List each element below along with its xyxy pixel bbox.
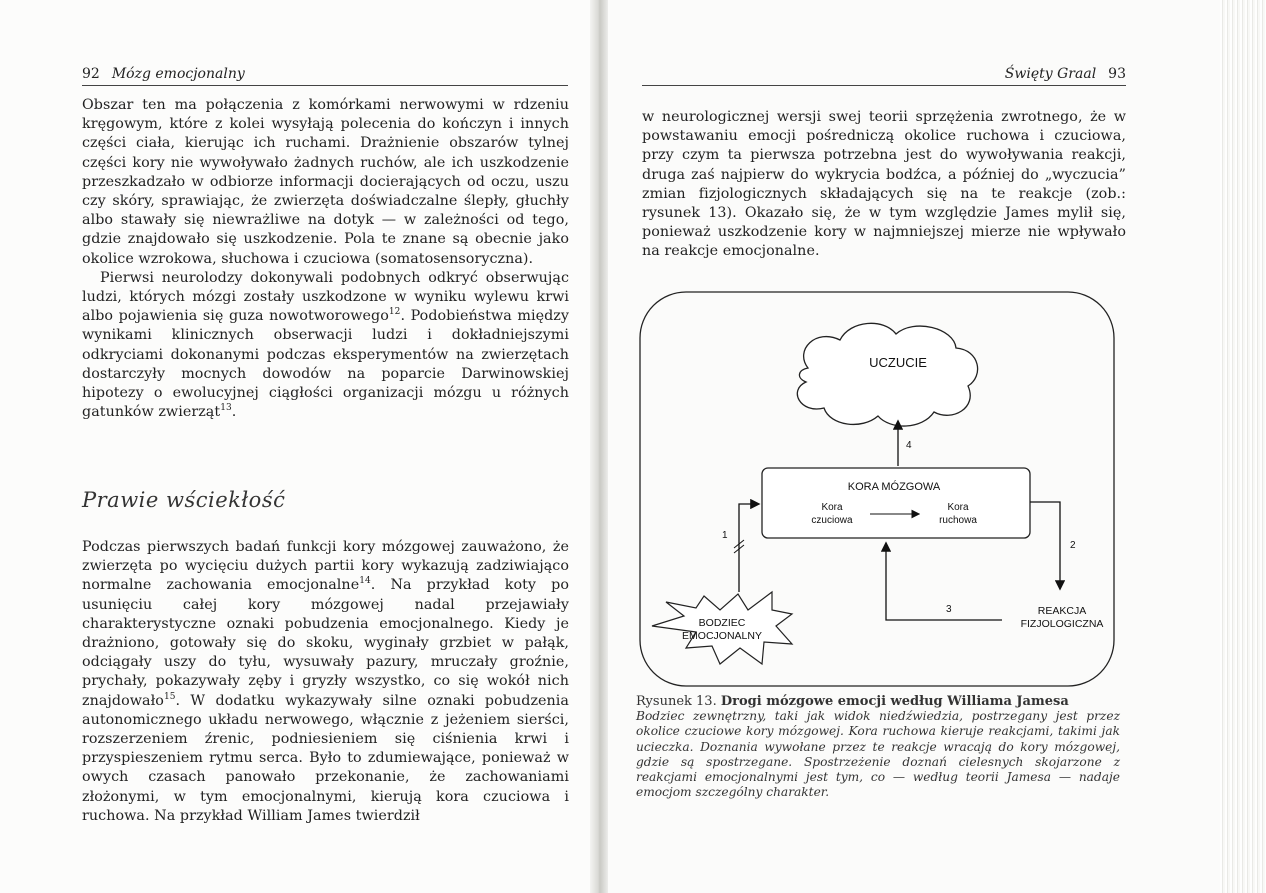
left-page-number: 92 — [82, 66, 100, 82]
path-3-arrow — [886, 544, 1002, 620]
left-paragraph-3-text-a: Podczas pierwszych badań funkcji kory mózgowej zauważono, że zwierzęta po wycięciu dużych partii kory wykazują zadziwiająco normalne zachowania emocjonalne — [82, 539, 569, 594]
left-running-title: Mózg emocjonalny — [111, 66, 245, 82]
caption-title: Drogi mózgowe emocji według Williama Jamesa — [720, 694, 1069, 709]
path-1-arrow — [739, 504, 758, 592]
book-gutter — [590, 0, 608, 893]
reaction-label-1: REAKCJA — [1037, 605, 1087, 617]
right-text-block — [642, 108, 1126, 262]
right-page-number: 93 — [1108, 66, 1126, 82]
left-paragraph-1: Obszar ten ma połączenia z komórkami nerwowymi w rdzeniu kręgowym, które z kolei wysyłają polecenia do kończyn i innych części ciała, kierując ich ruchami. Drażnienie obszarów tylnej części kory nie wywoływało żadnych ruchów, ale ich uszkodzenie przeszkadzało w odbiorze informacji docierających od oczu, uszu czy skóry, sprawiając, że zwierzęta doświadczalne ślepły, głuchły albo stawały się niewrażliwe na dotyk — w zależności od tego, gdzie znajdowało się uszkodzenie. Pola te znane są obecnie jako okolice wzrokowa, słuchowa i czuciowa (somatosensoryczna). — [82, 97, 569, 267]
path-2-label: 2 — [1070, 540, 1076, 551]
page-edge — [1220, 0, 1266, 893]
motor-cortex-label-2: ruchowa — [939, 515, 977, 526]
feeling-label: UCZUCIE — [869, 355, 927, 370]
right-running-head — [642, 66, 1126, 86]
left-paragraph-2-text-b: . Podobieństwa między wynikami klinicznych obserwacji ludzi i dokładniejszymi odkryciami dokonanymi podczas eksperymentów na zwierzętach dostarczyły mocnych dowodów na poparcie Darwinowskiej hipotezy o ewolucyjnej ciągłości organizacji mózgu u różnych gatunków zwierząt — [82, 308, 569, 421]
section-title: Prawie wściekłość — [82, 488, 286, 512]
left-running-head — [82, 66, 568, 86]
caption-prefix: Rysunek 13. — [636, 694, 717, 709]
right-paragraph-1: w neurologicznej wersji swej teorii sprzężenia zwrotnego, że w powstawaniu emocji pośredniczą okolice ruchowa i czuciowa, przy czym ta pierwsza potrzebna jest do wywoływania reakcji, druga zaś najpierw do wykrycia bodźca, a później do „wyczucia” zmian fizjologicznych składających się na te reakcje (zob.: rysunek 13). Okazało się, że w tym względzie James mylił się, ponieważ uszkodzenie kory w najmniejszej mierze nie wpływało na reakcje emocjonalne. — [642, 109, 1126, 260]
footnote-ref-15: 15 — [163, 691, 176, 702]
cortex-label: KORA MÓZGOWA — [847, 481, 941, 493]
caption-body: Bodziec zewnętrzny, taki jak widok niedźwiedzia, postrzegany jest przez okolice czuciowe kory mózgowej. Kora ruchowa kieruje reakcjami, takimi jak ucieczka. Doznania wywołane przez te reakcje wracają do kory mózgowej, gdzie są spostrzegane. Spostrzeżenie doznań cielesnych skojarzone z reakcjami emocjonalnymi jest tym, co — według teorii Jamesa — nadaje emocjom szczególny charakter. — [636, 709, 1120, 800]
motor-cortex-label-1: Kora — [947, 502, 969, 513]
left-paragraph-2-text-c: . — [231, 404, 237, 421]
left-text-block-1 — [82, 96, 569, 422]
footnote-ref-12: 12 — [388, 307, 401, 318]
left-paragraph-2-text-a: Pierwsi neurolodzy dokonywali podobnych odkryć obserwując ludzi, których mózgi zostały uszkodzone w wyniku wylewu krwi albo pojawienia się guza nowotworowego — [82, 269, 569, 325]
figure-caption — [636, 694, 1120, 800]
footnote-ref-13: 13 — [220, 403, 232, 414]
left-text-block-2 — [82, 538, 569, 826]
stimulus-label-2: EMOCJONALNY — [682, 630, 762, 642]
footnote-ref-14: 14 — [359, 576, 371, 587]
left-paragraph-3 — [82, 538, 569, 826]
stimulus-label-1: BODZIEC — [698, 617, 746, 629]
left-paragraph-3-text-b: . Na przykład koty po usunięciu całej kory mózgowej nadal przejawiały charakterystyczne oznaki pobudzenia emocjonalnego. Kiedy je drażniono, gotowały się do skoku, wyginały grzbiet w pałąk, odciągały uszy do tyłu, wysuwały pazury, mruczały groźnie, prychały, pokazywały zęby i gryzły wszystko, co się wokół nich znajdowało — [82, 577, 569, 709]
path-2-arrow — [1030, 502, 1060, 588]
cortex-box — [762, 468, 1030, 538]
sensory-cortex-label-2: czuciowa — [811, 515, 853, 526]
left-paragraph-2 — [82, 269, 569, 423]
figure-13-diagram — [636, 290, 1120, 690]
reaction-label-2: FIZJOLOGICZNA — [1020, 618, 1104, 630]
right-running-title: Święty Graal — [1004, 66, 1097, 82]
left-paragraph-3-text-c: . W dodatku wykazywały silne oznaki pobudzenia autonomicznego układu nerwowego, włącznie z jeżeniem sierści, rozszerzeniem źrenic, podniesieniem się ciśnienia krwi i przyspieszeniem rytmu serca. Było to zdumiewające, ponieważ w owych czasach panowało przekonanie, że zachowaniami złożonymi, w tym emocjonalnymi, kierują kora czuciowa i ruchowa. Na przykład William James twierdził — [82, 692, 569, 824]
path-4-label: 4 — [906, 440, 912, 451]
path-1-label: 1 — [722, 530, 728, 541]
sensory-cortex-label-1: Kora — [821, 502, 843, 513]
feeling-cloud — [797, 323, 977, 426]
caption-heading — [636, 694, 1120, 709]
path-3-label: 3 — [946, 604, 952, 615]
